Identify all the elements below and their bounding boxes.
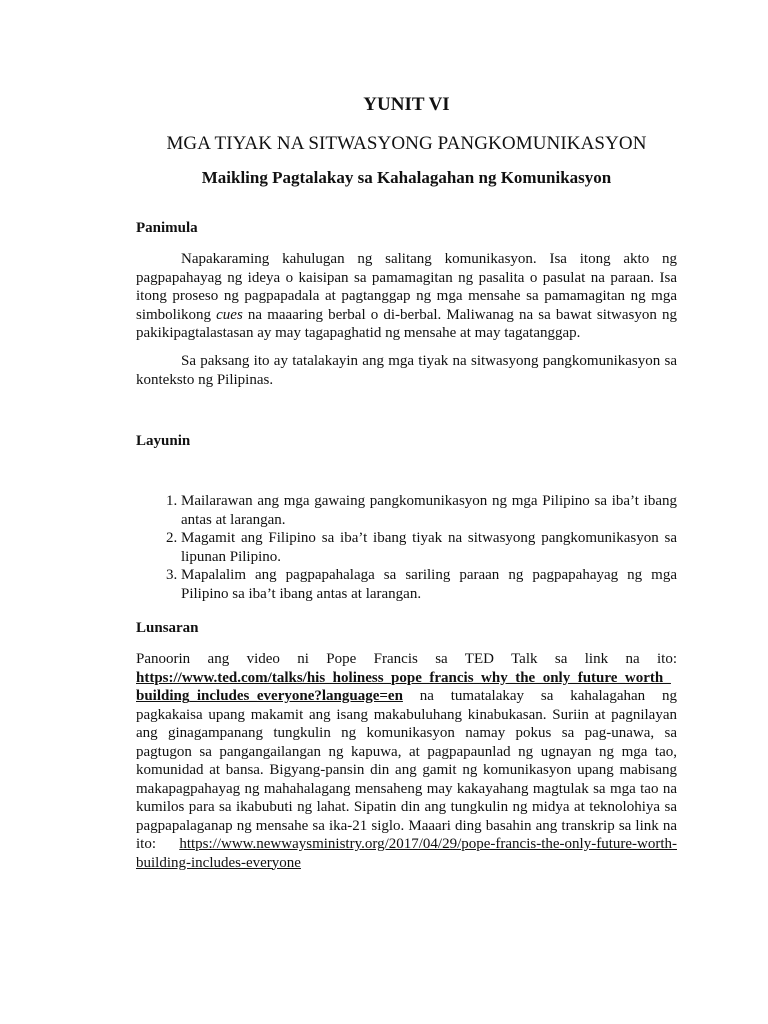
list-item: 2. Magamit ang Filipino sa iba’t ibang tiyak na sitwasyong pangkomunikasyon sa lipunan Pilipino. [181,529,677,566]
panimula-paragraph-1 [136,250,677,343]
panimula-paragraph-2: Sa paksang ito ay tatalakayin ang mga tiyak na sitwasyong pangkomunikasyon sa konteksto ng Pilipinas. [136,353,677,388]
page-title: MGA TIYAK NA SITWASYONG PANGKOMUNIKASYON [166,133,647,154]
lunsaran-heading: Lunsaran [136,620,199,636]
lunsaran-text-continued: na tumatalakay sa kahalagahan ng pagkakaisa upang makamit ang isang makabuluhang kinabukasan. Suriin at pagnilayan ang ginagampanang tungkulin ng komunikasyon namay pokus sa pag-unawa, sa pagtugon sa pangangailangan ng kapuwa, at pagpapaunlad ng ugnayan ng mga tao, komunidad at bansa. Bigyang-pansin din ang gamit ng komunikasyon upang mabisang makapagpahayag ng mahahalagang mensaheng may kakayahang magtulak sa mga tao na kumilos para sa ikabubuti ng lahat. Sipatin din ang tungkulin ng midya at teknolohiya sa pagpapalaganap ng mensahe sa ika-21 siglo. Maaari ding basahin ang transkrip sa link na ito: [136,688,677,852]
unit-title: YUNIT VI [363,94,450,115]
panimula-text: Napakaraming kahulugan ng salitang komunikasyon. Isa itong akto ng pagpapahayag ng ideya o kaisipan sa pamamagitan ng pasalita o pasulat na paraan. Isa itong proseso ng pagpapadala at pagtanggap ng mga mensahe sa pamamagitan ng mga simbolikong [136,251,677,323]
list-item: 1. Mailarawan ang mga gawaing pangkomunikasyon ng mga Pilipino sa iba’t ibang antas at larangan. [181,492,677,529]
layunin-heading: Layunin [136,433,191,449]
list-item: 3. Mapalalim ang pagpapahalaga sa sariling paraan ng pagpapahayag ng mga Pilipino sa iba’t ibang antas at larangan. [181,566,677,603]
transcript-link[interactable]: https://www.newwaysministry.org/2017/04/29/pope-francis-the-only-future-worth-building-includes-everyone [136,836,677,871]
lunsaran-text: Panoorin ang video ni Pope Francis sa TED Talk sa link na ito: [136,651,677,667]
panimula-text-continued: na maaaring berbal o di-berbal. Maliwanag na sa bawat sitwasyon ng pakikipagtalastasan ay may tagapaghatid ng mensahe at may tagatanggap. [136,306,677,341]
lunsaran-paragraph [136,650,677,872]
ted-talk-link[interactable]: https://www.ted.com/talks/his_holiness_pope_francis_why_the_only_future_worth_ building_includes_everyone?language=en [136,669,671,704]
cues-term: cues [216,306,243,323]
panimula-heading: Panimula [136,220,198,236]
objectives-list [136,492,677,603]
page-subtitle: Maikling Pagtalakay sa Kahalagahan ng Komunikasyon [201,168,612,187]
